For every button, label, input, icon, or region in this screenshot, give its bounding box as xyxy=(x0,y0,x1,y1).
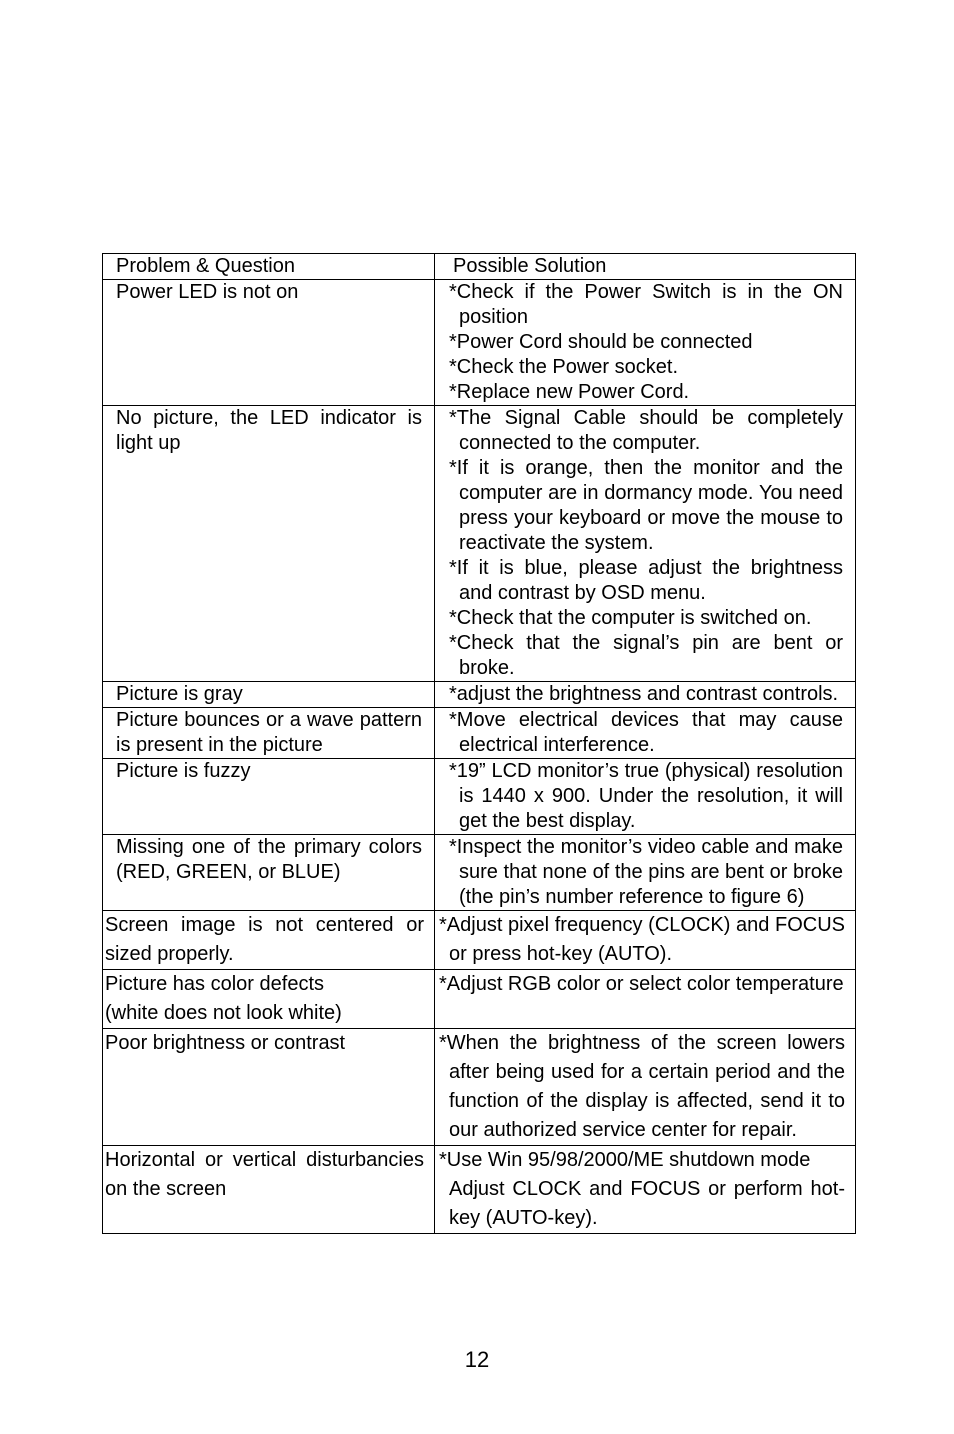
solution-item: *If it is blue, please adjust the brightness and contrast by OSD menu. xyxy=(449,557,843,604)
solution-cell xyxy=(435,835,856,911)
solution-item: *Use Win 95/98/2000/ME shutdown mode xyxy=(439,1149,811,1171)
solution-cell xyxy=(435,280,856,406)
problem-cell xyxy=(103,280,435,406)
problem-text: Picture bounces or a wave pattern is present in the picture xyxy=(116,709,422,756)
solution-item: *Check that the computer is switched on. xyxy=(449,607,812,629)
table-row xyxy=(103,1146,856,1234)
problem-cell xyxy=(103,1146,435,1234)
problem-cell xyxy=(103,708,435,759)
solution-cell xyxy=(435,1029,856,1146)
solution-item: *The Signal Cable should be completely connected to the computer. xyxy=(449,407,843,454)
problem-cell xyxy=(103,970,435,1029)
problem-text: Power LED is not on xyxy=(116,281,299,303)
solution-item: *Check that the signal’s pin are bent or broke. xyxy=(449,632,843,679)
problem-text xyxy=(103,970,434,1028)
solution-cell xyxy=(435,759,856,835)
problem-text: Horizontal or vertical disturbancies on the screen xyxy=(105,1149,424,1200)
solution-list xyxy=(435,406,855,681)
solution-item: *adjust the brightness and contrast controls. xyxy=(449,683,839,705)
solution-item: *When the brightness of the screen lowers after being used for a certain period and the function of the display is affected, send it to our authorized service center for repair. xyxy=(439,1032,845,1141)
solution-item: *Adjust pixel frequency (CLOCK) and FOCUS or press hot-key (AUTO). xyxy=(439,914,845,965)
problem-text: Poor brightness or contrast xyxy=(105,1032,346,1054)
troubleshooting-table xyxy=(102,253,856,1234)
table-header-row xyxy=(103,254,856,280)
solution-list xyxy=(435,682,855,707)
solution-item: *Adjust RGB color or select color temperature xyxy=(439,973,844,995)
solution-item: *Power Cord should be connected xyxy=(449,331,753,353)
problem-cell xyxy=(103,682,435,708)
table-row xyxy=(103,911,856,970)
problem-cell xyxy=(103,911,435,970)
solution-cell xyxy=(435,708,856,759)
solution-cell xyxy=(435,682,856,708)
solution-cell xyxy=(435,406,856,682)
page-number: 12 xyxy=(464,1347,490,1372)
solution-item: *If it is orange, then the monitor and the computer are in dormancy mode. You need press your keyboard or move the mouse to reactivate the system. xyxy=(449,457,843,554)
solution-item: Adjust CLOCK and FOCUS or perform hot- key (AUTO-key). xyxy=(449,1178,845,1229)
table-row xyxy=(103,1029,856,1146)
header-cell-problem xyxy=(103,254,435,280)
solution-cell xyxy=(435,1146,856,1234)
table-row xyxy=(103,759,856,835)
solution-list xyxy=(435,970,855,999)
problem-text: No picture, the LED indicator is light up xyxy=(116,407,422,454)
solution-item: *Inspect the monitor’s video cable and make sure that none of the pins are bent or broke (the pin’s number reference to figure 6) xyxy=(449,836,843,908)
table-row xyxy=(103,708,856,759)
solution-list xyxy=(435,759,855,834)
table-row xyxy=(103,406,856,682)
problem-line: Picture has color defects xyxy=(105,973,324,995)
solution-list xyxy=(435,835,855,910)
table-row xyxy=(103,280,856,406)
problem-text: Picture is fuzzy xyxy=(116,760,251,782)
solution-list xyxy=(435,280,855,405)
header-cell-solution xyxy=(435,254,856,280)
problem-text: Screen image is not centered or sized properly. xyxy=(105,914,424,965)
solution-cell xyxy=(435,970,856,1029)
solution-list xyxy=(435,708,855,758)
problem-text: Picture is gray xyxy=(116,683,243,705)
solution-item: *Check if the Power Switch is in the ON position xyxy=(449,281,843,328)
header-problem-label: Problem & Question xyxy=(116,255,295,277)
solution-list xyxy=(435,911,855,969)
problem-text: Missing one of the primary colors (RED, GREEN, or BLUE) xyxy=(116,836,422,883)
problem-cell xyxy=(103,759,435,835)
solution-cell xyxy=(435,911,856,970)
solution-item: *Move electrical devices that may cause electrical interference. xyxy=(449,709,843,756)
problem-cell xyxy=(103,835,435,911)
table-row xyxy=(103,970,856,1029)
solution-list xyxy=(435,1146,855,1233)
problem-cell xyxy=(103,1029,435,1146)
solution-list xyxy=(435,1029,855,1145)
table-row xyxy=(103,682,856,708)
table-row xyxy=(103,835,856,911)
problem-cell xyxy=(103,406,435,682)
header-solution-label: Possible Solution xyxy=(453,255,607,277)
problem-line: (white does not look white) xyxy=(105,1002,342,1024)
solution-item: *Replace new Power Cord. xyxy=(449,381,690,403)
solution-item: *19” LCD monitor’s true (physical) resolution is 1440 x 900. Under the resolution, it will get the best display. xyxy=(449,760,843,832)
solution-item: *Check the Power socket. xyxy=(449,356,678,378)
